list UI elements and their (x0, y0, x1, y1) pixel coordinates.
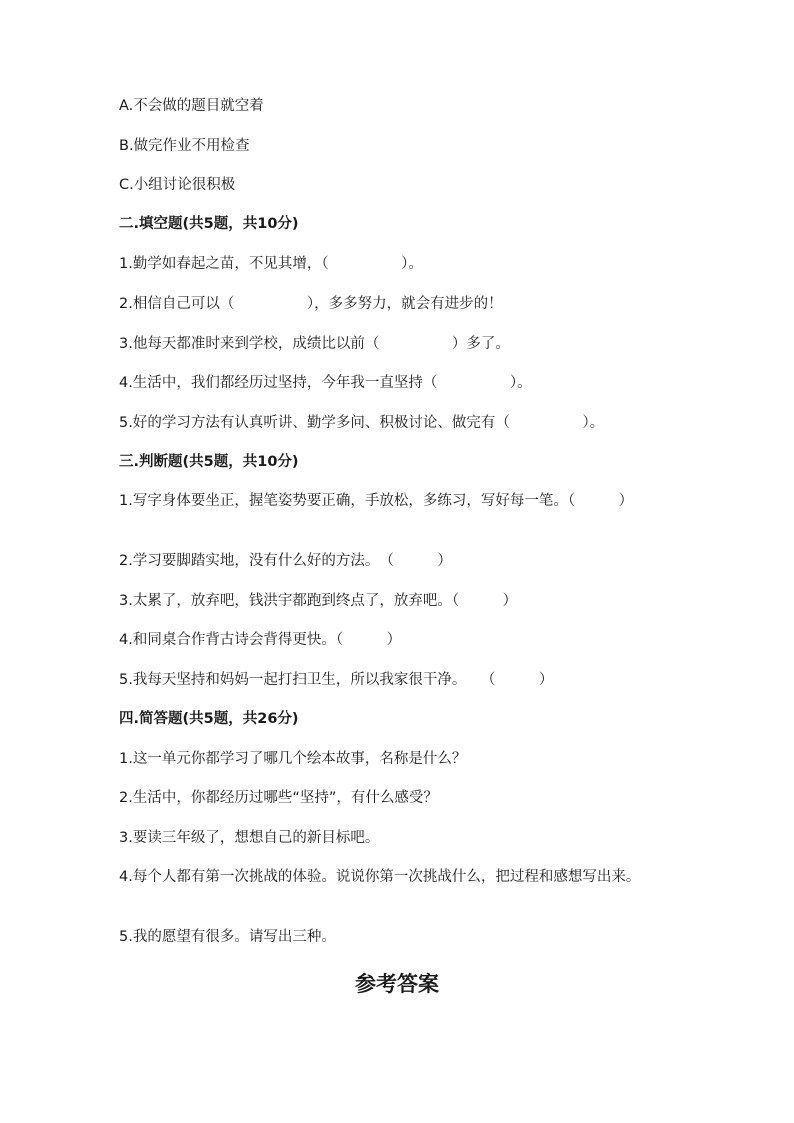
judge-question-1: 1.写字身体要坐正，握笔姿势要正确，手放松，多练习，写好每一笔。（ ） (119, 493, 634, 509)
fill-question-3: 3.他每天都准时来到学校，成绩比以前（ ）多了。 (119, 336, 510, 352)
short-question-1: 1.这一单元你都学习了哪几个绘本故事，名称是什么？ (119, 751, 467, 767)
option-a: A.不会做的题目就空着 (119, 98, 264, 114)
judge-question-5: 5.我每天坚持和妈妈一起打扫卫生，所以我家很干净。 （ ） (119, 672, 554, 688)
fill-question-5: 5.好的学习方法有认真听讲、勤学多问、积极讨论、做完有（ ）。 (119, 415, 605, 431)
judge-section-heading: 三.判断题(共5题，共10分) (119, 454, 299, 470)
fill-question-4: 4.生活中，我们都经历过坚持，今年我一直坚持（ ）。 (119, 375, 532, 391)
judge-question-4: 4.和同桌合作背古诗会背得更快。（ ） (119, 632, 402, 648)
answer-title: 参考答案 (355, 971, 439, 996)
option-b: B.做完作业不用检查 (119, 138, 250, 154)
fill-question-2: 2.相信自己可以（ ），多多努力，就会有进步的！ (119, 296, 503, 312)
fill-section-heading: 二.填空题(共5题，共10分) (119, 216, 299, 232)
judge-question-2: 2.学习要脚踏实地，没有什么好的方法。 （ ） (119, 553, 452, 569)
option-c: C.小组讨论很积极 (119, 177, 236, 193)
fill-question-1: 1.勤学如春起之苗，不见其增，（ ）。 (119, 256, 423, 272)
short-question-5: 5.我的愿望有很多。请写出三种。 (119, 929, 336, 945)
short-question-2: 2.生活中，你都经历过哪些“坚持”，有什么感受？ (119, 790, 438, 806)
judge-question-3: 3.太累了，放弃吧，钱洪宇都跑到终点了，放弃吧。（ ） (119, 593, 518, 609)
short-section-heading: 四.简答题(共5题，共26分) (119, 711, 299, 727)
short-question-4: 4.每个人都有第一次挑战的体验。说说你第一次挑战什么，把过程和感想写出来。 (119, 869, 641, 885)
short-question-3: 3.要读三年级了，想想自己的新目标吧。 (119, 830, 380, 846)
